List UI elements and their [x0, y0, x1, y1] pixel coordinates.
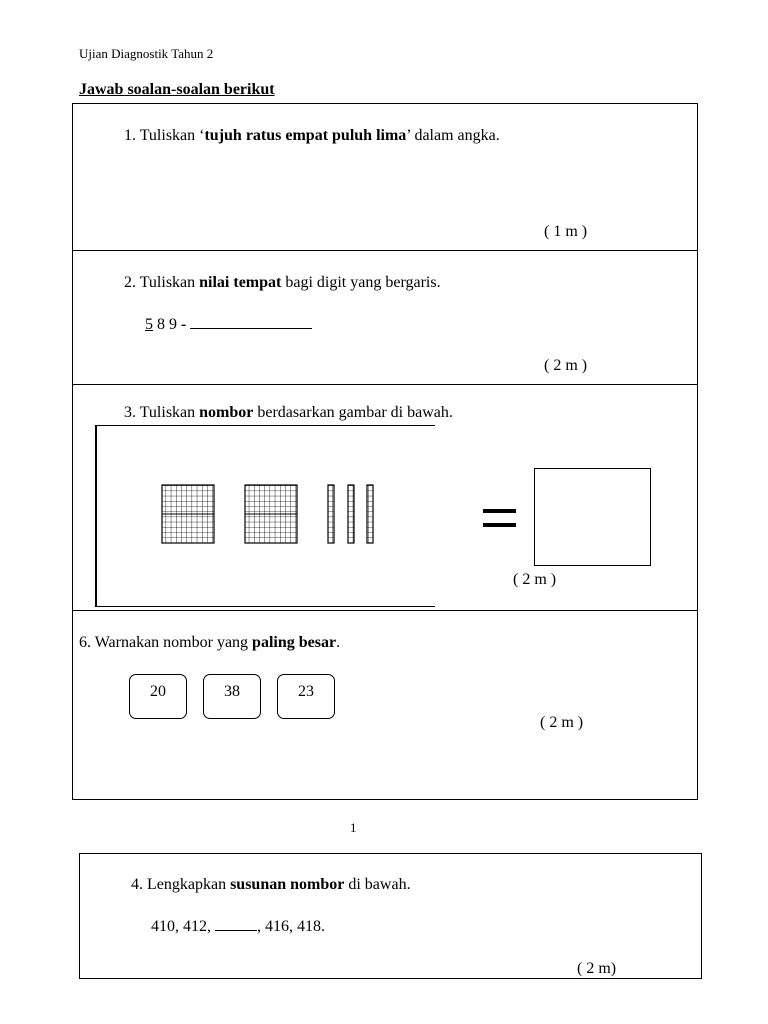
question-2-number: 5 8 9 -	[145, 316, 312, 334]
question-6-marks: ( 2 m )	[540, 714, 584, 731]
hundreds-block	[245, 485, 297, 543]
row-divider	[72, 610, 698, 611]
tens-rod	[367, 485, 373, 543]
row-divider	[72, 250, 698, 251]
test-header: Ujian Diagnostik Tahun 2	[79, 46, 214, 61]
page-number: 1	[350, 820, 357, 835]
question-1-marks: ( 1 m )	[544, 223, 588, 240]
equals-sign	[483, 509, 516, 529]
number-option-box[interactable]: 38	[203, 674, 261, 719]
answer-blank[interactable]	[190, 328, 312, 329]
question-4-marks: ( 2 m)	[577, 960, 617, 977]
question-1: 1. Tuliskan ‘tujuh ratus empat puluh lima’ dalam angka.	[124, 127, 500, 144]
tens-rod	[348, 485, 354, 543]
sequence-blank[interactable]	[215, 930, 257, 931]
base-ten-blocks	[150, 475, 390, 555]
tens-rod	[328, 485, 334, 543]
number-option-box[interactable]: 20	[129, 674, 187, 719]
question-3: 3. Tuliskan nombor berdasarkan gambar di bawah.	[124, 404, 453, 421]
question-4-sequence: 410, 412, , 416, 418.	[151, 918, 325, 935]
question-2-marks: ( 2 m )	[544, 357, 588, 374]
question-3-marks: ( 2 m )	[513, 571, 557, 588]
question-4: 4. Lengkapkan susunan nombor di bawah.	[131, 876, 411, 893]
row-divider	[72, 384, 698, 385]
question-6: 6. Warnakan nombor yang paling besar.	[79, 634, 341, 651]
number-option-box[interactable]: 23	[277, 674, 335, 719]
instruction-title: Jawab soalan-soalan berikut	[79, 81, 275, 98]
answer-box[interactable]	[534, 468, 651, 566]
hundreds-block	[162, 485, 214, 543]
question-2: 2. Tuliskan nilai tempat bagi digit yang bergaris.	[124, 274, 441, 291]
